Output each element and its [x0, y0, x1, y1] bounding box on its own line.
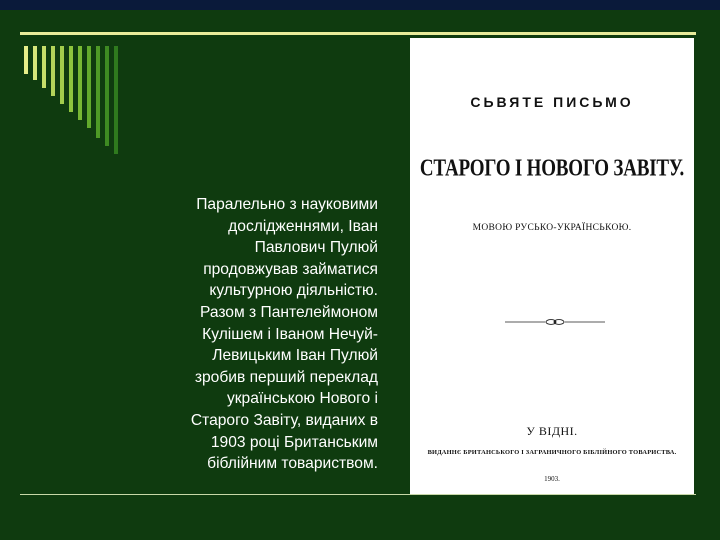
- stripe: [60, 46, 64, 104]
- caption-line: Старого Завіту, виданих в: [190, 411, 378, 429]
- book-language-line: МОВОЮ РУСЬКО-УКРАЇНСЬКОЮ.: [472, 223, 632, 233]
- top-band: [0, 0, 720, 10]
- caption-line: Паралельно з науковими: [196, 196, 378, 213]
- caption-line: Левицьким Іван Пулюй: [212, 347, 378, 365]
- caption-line: дослідженнями, Іван: [228, 217, 378, 235]
- caption-line: українською Нового і: [226, 390, 378, 408]
- book-title: СЬВЯТЕ ПИСЬМО: [470, 94, 634, 110]
- stripe: [78, 46, 82, 120]
- stripe: [105, 46, 109, 146]
- caption-line: біблійним товариством.: [207, 455, 378, 473]
- stripe: [33, 46, 37, 80]
- top-rule: [20, 32, 696, 35]
- stripe: [69, 46, 73, 112]
- caption-text: [150, 194, 378, 475]
- book-subtitle: СТАРОГО І НОВОГО ЗАВІТУ.: [419, 155, 685, 182]
- caption-line: Кулішем і Іваном Нечуй-: [202, 325, 378, 343]
- book-publisher: ВИДАННЄ БРИТАНСЬКОГО І ЗАГРАНИЧНОГО БІБЛІЙНОГО ТОВАРИСТВА.: [427, 449, 677, 456]
- bottom-rule: [20, 494, 696, 495]
- stripe: [87, 46, 91, 128]
- caption-line: Павлович Пулюй: [254, 239, 378, 257]
- stripe: [42, 46, 46, 88]
- caption-line: культурною діяльністю.: [209, 282, 378, 300]
- stripe: [24, 46, 28, 74]
- stripe: [96, 46, 100, 138]
- book-place: У ВІДНІ.: [526, 424, 578, 438]
- ornament-divider: [505, 318, 605, 326]
- stripe: [51, 46, 55, 96]
- caption-line: Разом з Пантелеймоном: [199, 303, 378, 321]
- caption-line: продовжував займатися: [203, 260, 378, 278]
- stripe: [114, 46, 118, 154]
- caption-line: зробив перший переклад: [194, 368, 378, 386]
- book-title-page: [410, 38, 694, 494]
- book-year: 1903.: [544, 475, 560, 483]
- caption-line: 1903 році Британським: [210, 433, 378, 451]
